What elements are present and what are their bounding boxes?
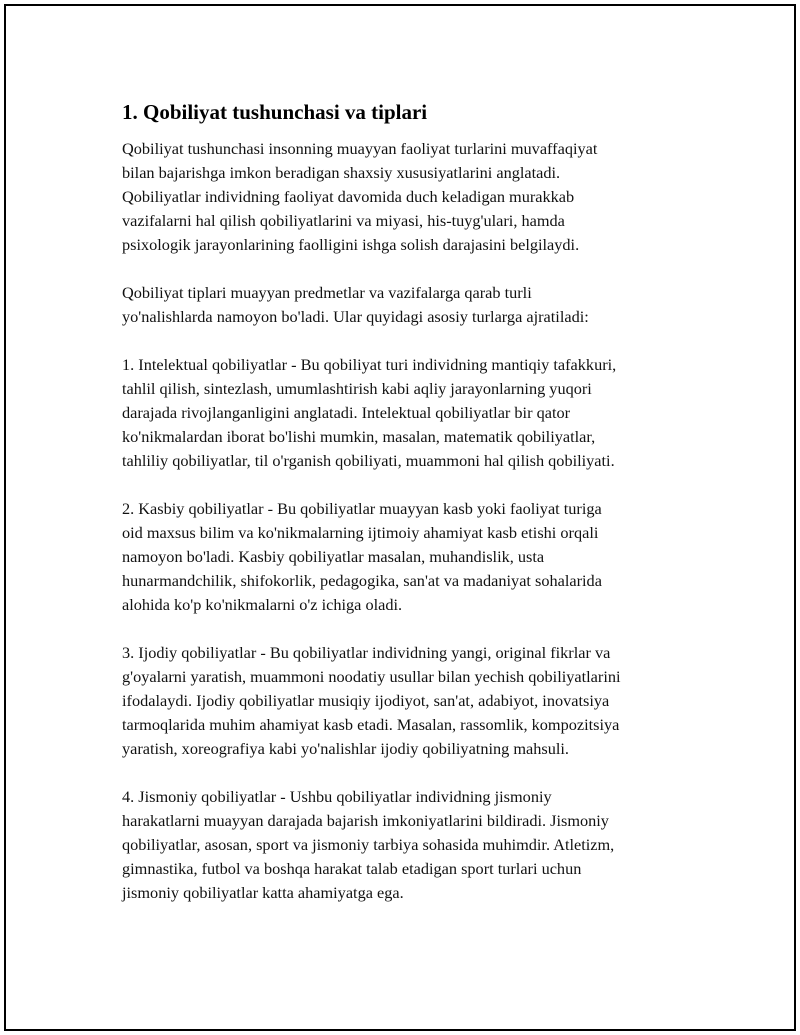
text-line: tahliliy qobiliyatlar, til o'rganish qobiliyati, muammoni hal qilish qobiliyati. [122,451,615,470]
text-line: namoyon bo'ladi. Kasbiy qobiliyatlar masalan, muhandislik, usta [122,547,545,566]
text-line: qobiliyatlar, asosan, sport va jismoniy tarbiya sohasida muhimdir. Atletizm, [122,835,615,854]
text-line: tahlil qilish, sintezlash, umumlashtirish kabi aqliy jarayonlarning yuqori [122,379,592,398]
text-line: 2. Kasbiy qobiliyatlar - Bu qobiliyatlar muayyan kasb yoki faoliyat turiga [122,499,602,518]
paragraph-physical [122,785,682,905]
text-line: Qobiliyat tushunchasi insonning muayyan faoliyat turlarini muvaffaqiyat [122,139,598,158]
paragraph-creative [122,641,682,761]
text-line: psixologik jarayonlarining faolligini ishga solish darajasini belgilaydi. [122,235,580,254]
text-line: jismoniy qobiliyatlar katta ahamiyatga ega. [122,883,404,902]
paragraph-types-overview [122,281,682,329]
section-title: 1. Qobiliyat tushunchasi va tiplari [122,100,428,124]
text-line: gimnastika, futbol va boshqa harakat talab etadigan sport turlari uchun [122,859,582,878]
text-line: ifodalaydi. Ijodiy qobiliyatlar musiqiy ijodiyot, san'at, adabiyot, inovatsiya [122,691,610,710]
page-frame [4,4,796,1031]
text-line: darajada rivojlanganligini anglatadi. Intelektual qobiliyatlar bir qator [122,403,571,422]
text-line: ko'nikmalardan iborat bo'lishi mumkin, masalan, matematik qobiliyatlar, [122,427,596,446]
text-line: harakatlarni muayyan darajada bajarish imkoniyatlarini bildiradi. Jismoniy [122,811,609,830]
text-line: 4. Jismoniy qobiliyatlar - Ushbu qobiliyatlar individning jismoniy [122,787,552,806]
paragraph-intellectual [122,353,682,473]
text-line: alohida ko'p ko'nikmalarni o'z ichiga oladi. [122,595,403,614]
text-line: g'oyalarni yaratish, muammoni noodatiy usullar bilan yechish qobiliyatlarini [122,667,621,686]
text-line: 1. Intelektual qobiliyatlar - Bu qobiliyat turi individning mantiqiy tafakkuri, [122,355,617,374]
text-line: hunarmandchilik, shifokorlik, pedagogika, san'at va madaniyat sohalarida [122,571,602,590]
text-line: oid maxsus bilim va ko'nikmalarning ijtimoiy ahamiyat kasb etishi orqali [122,523,599,542]
text-line: tarmoqlarida muhim ahamiyat kasb etadi. Masalan, rassomlik, kompozitsiya [122,715,620,734]
paragraph-professional [122,497,682,617]
text-line: bilan bajarishga imkon beradigan shaxsiy xususiyatlarini anglatadi. [122,163,561,182]
text-line: yaratish, xoreografiya kabi yo'nalishlar ijodiy qobiliyatning mahsuli. [122,739,569,758]
text-line: yo'nalishlarda namoyon bo'ladi. Ular quyidagi asosiy turlarga ajratiladi: [122,307,589,326]
text-line: vazifalarni hal qilish qobiliyatlarini va miyasi, his-tuyg'ulari, hamda [122,211,565,230]
document-body [122,99,682,929]
paragraph-intro [122,137,682,257]
text-line: Qobiliyat tiplari muayyan predmetlar va vazifalarga qarab turli [122,283,532,302]
text-line: 3. Ijodiy qobiliyatlar - Bu qobiliyatlar individning yangi, original fikrlar va [122,643,611,662]
text-line: Qobiliyatlar individning faoliyat davomida duch keladigan murakkab [122,187,575,206]
